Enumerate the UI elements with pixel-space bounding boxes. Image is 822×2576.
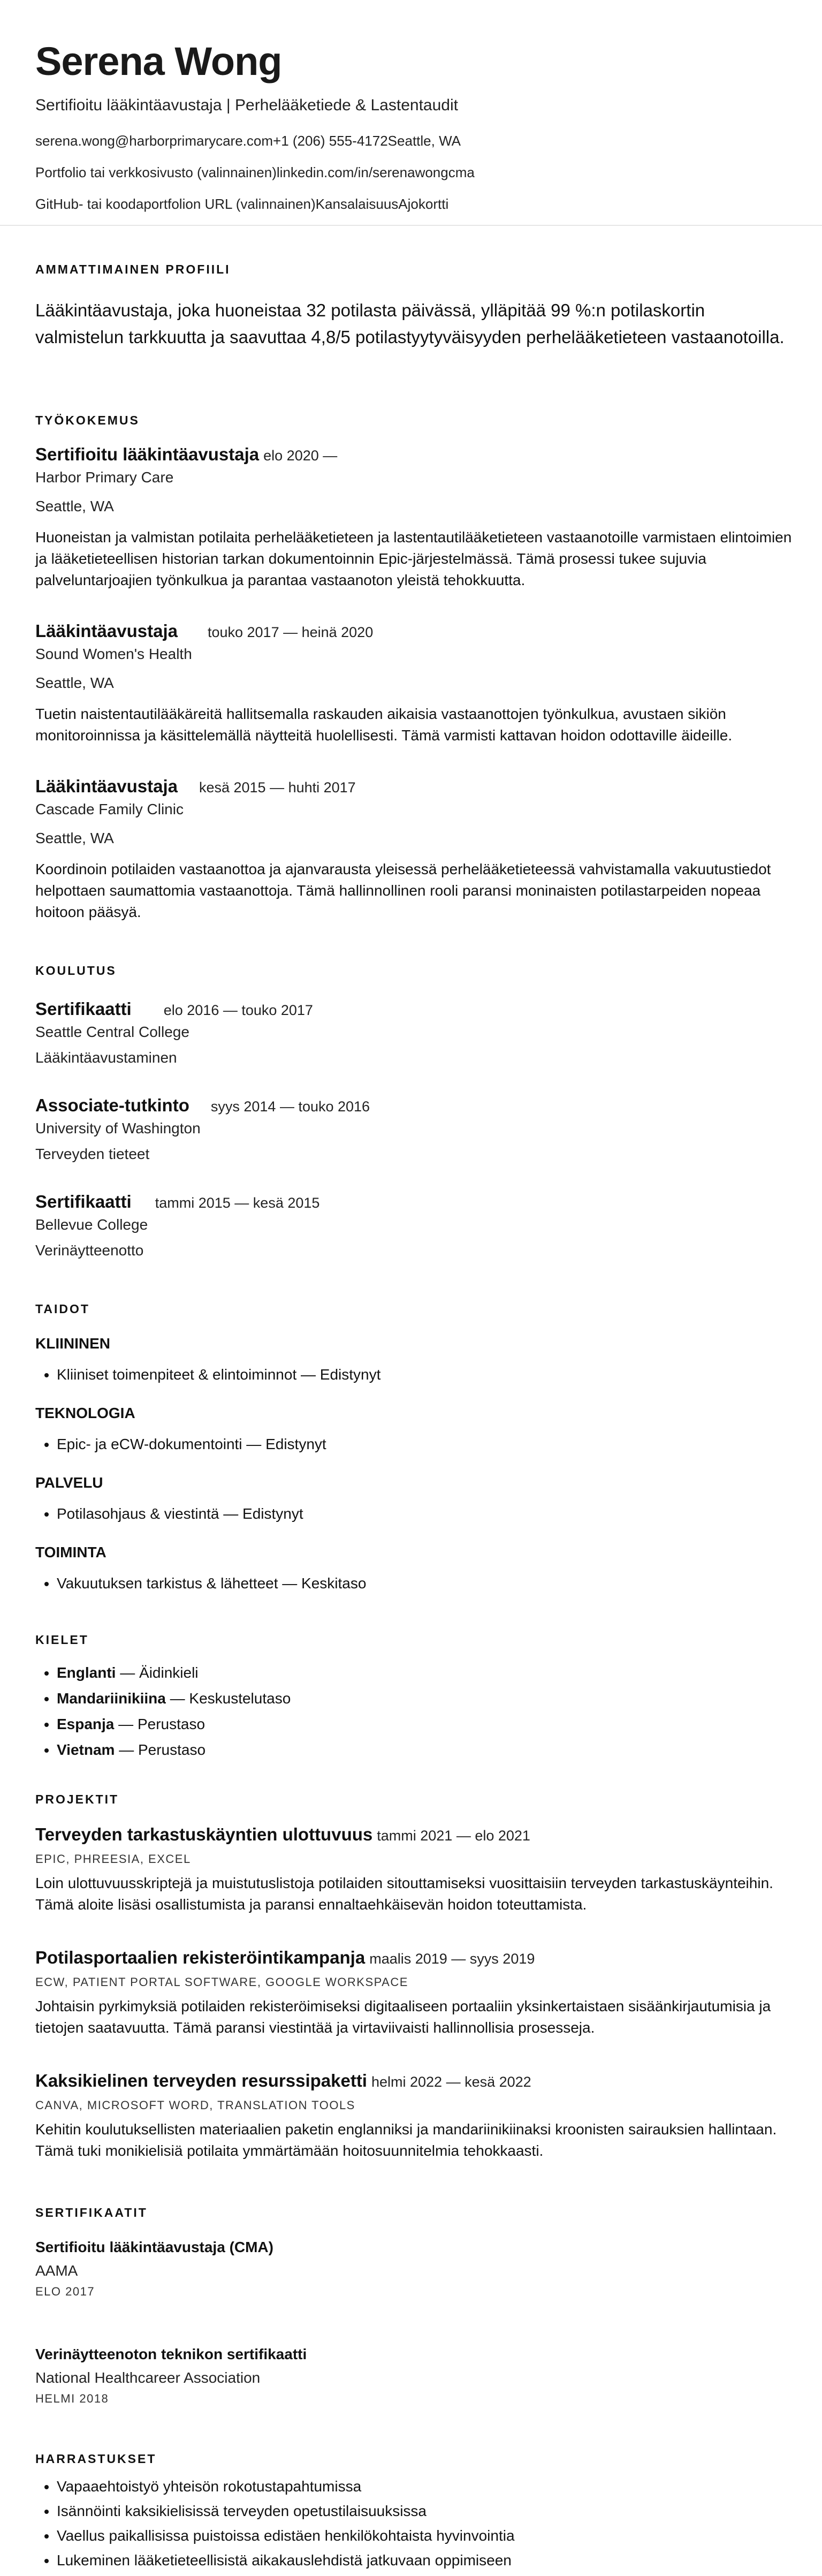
job-location: Seattle, WA	[35, 830, 114, 846]
project-description: Kehitin koulutuksellisten materiaalien paketin englanniksi ja mandariinikiinaksi kroonisten sairauksien hallintaan. Tämä tuki monikielisiä potilaita ymmärtämään hoitosuunnitelmia tehokkaasti.	[35, 2121, 777, 2159]
project-tech: EPIC, PHREESIA, EXCEL	[35, 1852, 191, 1866]
language-level: — Äidinkieli	[116, 1664, 199, 1681]
language-level: — Keskustelutaso	[165, 1690, 291, 1707]
project-name: Terveyden tarkastuskäyntien ulottuvuus	[35, 1824, 373, 1844]
job-description: Huoneistan ja valmistan potilaita perhelääketieteen ja lastentautilääketieteen vastaanotoille varmistaen elintoimien ja lääketieteellisen historian tarkan dokumentoinnin Epic-järjestelmässä. Tämä prosessi tukee sujuvia palveluntarjoajien työnkulkua ja parantaa vastaanoton yleistä tehokkuutta.	[35, 529, 792, 588]
school-name: University of Washington	[35, 1120, 201, 1137]
job-company: Sound Women's Health	[35, 646, 192, 662]
skill-group	[35, 1544, 795, 1594]
interest-item: • Isännöinti kaksikielisissä terveyden opetustilaisuuksissa	[57, 2501, 795, 2522]
interests-section	[35, 2452, 795, 2571]
school-name: Bellevue College	[35, 1216, 148, 1233]
certifications-section	[35, 2206, 795, 2220]
education-entry	[35, 999, 795, 1066]
section-title-experience: TYÖKOKEMUS	[35, 413, 140, 427]
school-name: Seattle Central College	[35, 1024, 189, 1040]
project-dates: maalis 2019 — syys 2019	[369, 1951, 535, 1967]
certification-org: AAMA	[35, 2262, 78, 2279]
education-entry	[35, 1095, 795, 1163]
project-entry	[35, 1948, 795, 2039]
job-title: Sertifioitu lääkintäavustaja	[35, 444, 260, 464]
degree-dates: syys 2014 — touko 2016	[210, 1098, 370, 1115]
skill-category: KLIININEN	[35, 1335, 110, 1352]
job-title: Lääkintäavustaja	[35, 776, 178, 796]
certification-entry	[35, 2239, 795, 2299]
language-name: Vietnam	[57, 1741, 115, 1758]
certification-date: HELMI 2018	[35, 2392, 109, 2405]
degree-title: Sertifikaatti	[35, 999, 132, 1019]
job-title: Lääkintäavustaja	[35, 621, 178, 641]
section-title-profile: AMMATTIMAINEN PROFIILI	[35, 262, 231, 276]
job-company: Cascade Family Clinic	[35, 801, 184, 817]
language-item	[57, 1739, 795, 1761]
contact-line-2: Portfolio tai verkkosivusto (valinnainen)linkedin.com/in/serenawongcma	[35, 164, 475, 180]
language-item	[57, 1688, 795, 1709]
job-company: Harbor Primary Care	[35, 469, 174, 486]
candidate-name: Serena Wong	[35, 39, 282, 84]
job-dates: kesä 2015 — huhti 2017	[199, 779, 356, 795]
project-entry	[35, 1824, 795, 1915]
project-tech: ECW, PATIENT PORTAL SOFTWARE, GOOGLE WORKSPACE	[35, 1975, 408, 1989]
degree-title: Sertifikaatti	[35, 1192, 132, 1211]
resume-header	[35, 39, 785, 213]
language-item	[57, 1662, 795, 1684]
skill-item: • Vakuutuksen tarkistus & lähetteet — Keskitaso	[57, 1573, 795, 1594]
language-name: Englanti	[57, 1664, 116, 1681]
languages-section	[35, 1633, 795, 1761]
project-dates: helmi 2022 — kesä 2022	[371, 2074, 531, 2090]
job-location: Seattle, WA	[35, 498, 114, 514]
section-title-interests: HARRASTUKSET	[35, 2452, 157, 2466]
experience-entry	[35, 776, 795, 923]
skill-group	[35, 1335, 795, 1385]
contact-line-3: GitHub- tai koodaportfolion URL (valinnainen)KansalaisuusAjokortti	[35, 196, 449, 212]
language-name: Espanja	[57, 1716, 115, 1732]
study-field: Terveyden tieteet	[35, 1146, 150, 1162]
education-section	[35, 964, 795, 978]
study-field: Lääkintäavustaminen	[35, 1049, 177, 1066]
skill-group	[35, 1474, 795, 1525]
candidate-headline: Sertifioitu lääkintäavustaja | Perhelääketiede & Lastentaudit	[35, 96, 458, 114]
degree-title: Associate-tutkinto	[35, 1095, 189, 1115]
experience-entry	[35, 621, 795, 746]
certification-date: ELO 2017	[35, 2285, 95, 2298]
education-entry	[35, 1192, 795, 1259]
interest-item: • Vaellus paikallisissa puistoissa edistäen henkilökohtaista hyvinvointia	[57, 2525, 795, 2547]
skills-section	[35, 1302, 795, 1316]
project-entry	[35, 2071, 795, 2162]
contact-line-1: serena.wong@harborprimarycare.com+1 (206) 555-4172Seattle, WA	[35, 133, 461, 149]
job-dates: touko 2017 — heinä 2020	[207, 624, 374, 640]
project-description: Loin ulottuvuusskriptejä ja muistutuslistoja potilaiden sitouttamiseksi vuosittaisiin terveyden tarkastuskäynteihin. Tämä aloite lisäsi osallistumista ja paransi ennaltaehkäisevän hoidon toteuttamista.	[35, 1875, 773, 1913]
certification-name: Verinäytteenoton teknikon sertifikaatti	[35, 2346, 307, 2362]
project-dates: tammi 2021 — elo 2021	[377, 1828, 530, 1844]
experience-entry	[35, 444, 795, 591]
certification-name: Sertifioitu lääkintäavustaja (CMA)	[35, 2239, 273, 2255]
interest-item: • Vapaaehtoistyö yhteisön rokotustapahtumissa	[57, 2476, 795, 2497]
language-name: Mandariinikiina	[57, 1690, 166, 1707]
section-title-certifications: SERTIFIKAATIT	[35, 2206, 148, 2219]
section-title-languages: KIELET	[35, 1633, 89, 1647]
skill-group	[35, 1405, 795, 1455]
interest-item: • Lukeminen lääketieteellisistä aikakauslehdistä jatkuvaan oppimiseen	[57, 2550, 795, 2571]
section-title-skills: TAIDOT	[35, 1302, 90, 1316]
experience-section	[35, 413, 795, 428]
profile-summary: Lääkintäavustaja, joka huoneistaa 32 potilasta päivässä, ylläpitää 99 %:n potilaskortin valmistelun tarkkuutta ja saavuttaa 4,8/5 potilastyytyväisyyden perhelääketieteen vastaanotoilla.	[35, 300, 785, 347]
skill-category: TEKNOLOGIA	[35, 1405, 135, 1421]
skill-item: • Potilasohjaus & viestintä — Edistynyt	[57, 1503, 795, 1525]
project-name: Kaksikielinen terveyden resurssipaketti	[35, 2071, 367, 2090]
job-description: Koordinoin potilaiden vastaanottoa ja ajanvarausta yleisessä perhelääketieteessä vahvistamalla vakuutustiedot helpottaen saumattomia vastaanottoja. Tämä hallinnollinen rooli paransi moninaisten potilastarpeiden nopeaa hoitoon pääsyä.	[35, 861, 771, 920]
skill-item: • Kliiniset toimenpiteet & elintoiminnot — Edistynyt	[57, 1364, 795, 1385]
language-item	[57, 1714, 795, 1735]
degree-dates: elo 2016 — touko 2017	[163, 1002, 313, 1018]
certification-entry	[35, 2346, 795, 2406]
profile-section	[35, 262, 795, 351]
project-description: Johtaisin pyrkimyksiä potilaiden rekisteröimiseksi digitaaliseen portaaliin yksinkertaistaen sisäänkirjautumisia ja tietojen saatavuutta. Tämä paransi viestintää ja virtaviivaisti hallinnollisia prosesseja.	[35, 1998, 771, 2036]
projects-section	[35, 1792, 795, 1807]
certification-org: National Healthcareer Association	[35, 2369, 261, 2386]
project-name: Potilasportaalien rekisteröintikampanja	[35, 1948, 366, 1967]
job-location: Seattle, WA	[35, 675, 114, 691]
job-description: Tuetin naistentautilääkäreitä hallitsemalla raskauden aikaisia vastaanottojen työnkulkua, avustaen sikiön monitoroinnissa ja käsittelemällä näytteitä huolellisesti. Tämä varmisti kattavan hoidon odottaville äideille.	[35, 706, 733, 744]
language-level: — Perustaso	[115, 1741, 206, 1758]
section-title-projects: PROJEKTIT	[35, 1792, 119, 1806]
skill-category: PALVELU	[35, 1474, 103, 1491]
skill-category: TOIMINTA	[35, 1544, 106, 1560]
section-title-education: KOULUTUS	[35, 964, 117, 978]
job-dates: elo 2020 —	[263, 448, 338, 464]
study-field: Verinäytteenotto	[35, 1242, 144, 1259]
degree-dates: tammi 2015 — kesä 2015	[155, 1195, 320, 1211]
header-divider	[0, 225, 822, 226]
project-tech: CANVA, MICROSOFT WORD, TRANSLATION TOOLS	[35, 2098, 355, 2112]
language-level: — Perustaso	[114, 1716, 206, 1732]
skill-item: • Epic- ja eCW-dokumentointi — Edistynyt	[57, 1434, 795, 1455]
